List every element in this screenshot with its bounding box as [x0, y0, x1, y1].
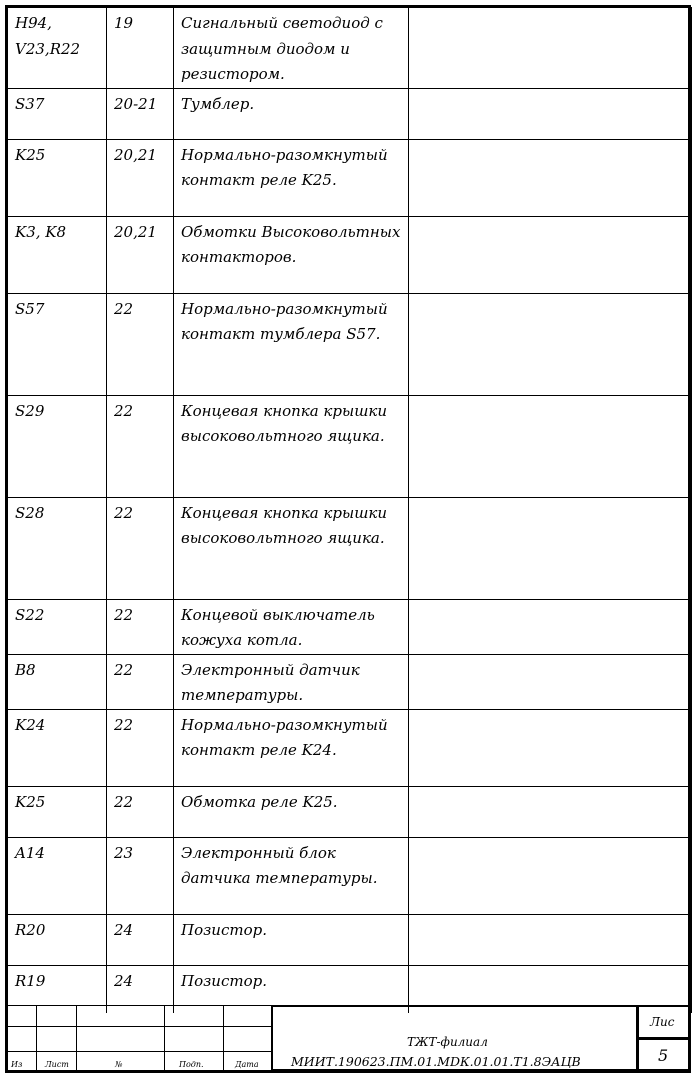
note-cell [409, 8, 692, 89]
sheet-cell: 22 [107, 395, 174, 497]
sheet-number: 5 [658, 1046, 669, 1065]
name-cell: Концевая кнопка крышки высоковольтного ящика. [174, 497, 409, 599]
name-cell: Концевой выключатель кожуха котла. [174, 599, 409, 654]
note-cell [409, 709, 692, 786]
position-cell: H94, V23,R22 [8, 8, 107, 89]
position-cell: R20 [8, 914, 107, 965]
specification-table [7, 7, 692, 1013]
note-cell [409, 293, 692, 395]
table-row [8, 139, 692, 216]
sheet-cell: 23 [107, 837, 174, 914]
position-cell: K25 [8, 786, 107, 837]
label-doc: № [115, 1060, 123, 1069]
table-row [8, 88, 692, 139]
name-cell: Позистор. [174, 914, 409, 965]
table-row [8, 216, 692, 293]
table-row [8, 837, 692, 914]
table-row [8, 293, 692, 395]
sheet-cell: 22 [107, 654, 174, 709]
position-cell: S57 [8, 293, 107, 395]
table-row [8, 914, 692, 965]
table-row [8, 786, 692, 837]
table-row [8, 654, 692, 709]
note-cell [409, 139, 692, 216]
sheet-cell: 20,21 [107, 139, 174, 216]
position-cell: S28 [8, 497, 107, 599]
name-cell: Электронный блок датчика температуры. [174, 837, 409, 914]
name-cell: Электронный датчик температуры. [174, 654, 409, 709]
note-cell [409, 837, 692, 914]
table-row [8, 599, 692, 654]
note-cell [409, 786, 692, 837]
position-cell: A14 [8, 837, 107, 914]
position-cell: K24 [8, 709, 107, 786]
table-row [8, 395, 692, 497]
label-list: Лист [45, 1060, 69, 1069]
table-row [8, 8, 692, 89]
name-cell: Концевая кнопка крышки высоковольтного ящика. [174, 395, 409, 497]
position-cell: B8 [8, 654, 107, 709]
name-cell: Нормально-разомкнутый контакт реле K24. [174, 709, 409, 786]
sheet-cell: 22 [107, 709, 174, 786]
sheet-cell: 24 [107, 965, 174, 1013]
note-cell [409, 654, 692, 709]
sheet-cell: 19 [107, 8, 174, 89]
name-cell: Нормально-разомкнутый контакт тумблера S57. [174, 293, 409, 395]
sheet-cell: 22 [107, 293, 174, 395]
sheet-cell: 22 [107, 497, 174, 599]
sheet-label: Лис [650, 1015, 675, 1029]
note-cell [409, 599, 692, 654]
organization-name: ТЖТ-филиал [407, 1035, 488, 1049]
position-cell: K3, K8 [8, 216, 107, 293]
note-cell [409, 497, 692, 599]
title-block [7, 1005, 691, 1071]
document-code: МИИТ.190623.ПМ.01.МDК.01.01.Т1.8ЭАЦВ [291, 1054, 581, 1069]
name-cell: Обмотка реле K25. [174, 786, 409, 837]
table-row [8, 709, 692, 786]
label-izm: Из [11, 1060, 23, 1069]
sheet-cell: 20,21 [107, 216, 174, 293]
name-cell: Нормально-разомкнутый контакт реле K25. [174, 139, 409, 216]
sheet-cell: 24 [107, 914, 174, 965]
name-cell: Позистор. [174, 965, 409, 1013]
note-cell [409, 914, 692, 965]
sheet-cell: 22 [107, 786, 174, 837]
position-cell: S29 [8, 395, 107, 497]
position-cell: R19 [8, 965, 107, 1013]
note-cell [409, 88, 692, 139]
position-cell: S37 [8, 88, 107, 139]
label-date: Дата [235, 1060, 259, 1069]
position-cell: S22 [8, 599, 107, 654]
sheet-cell: 22 [107, 599, 174, 654]
name-cell: Сигнальный светодиод с защитным диодом и резистором. [174, 8, 409, 89]
note-cell [409, 216, 692, 293]
label-sign: Подп. [179, 1060, 204, 1069]
name-cell: Тумблер. [174, 88, 409, 139]
position-cell: K25 [8, 139, 107, 216]
name-cell: Обмотки Высоковольтных контакторов. [174, 216, 409, 293]
table-row [8, 497, 692, 599]
note-cell [409, 395, 692, 497]
sheet-cell: 20-21 [107, 88, 174, 139]
